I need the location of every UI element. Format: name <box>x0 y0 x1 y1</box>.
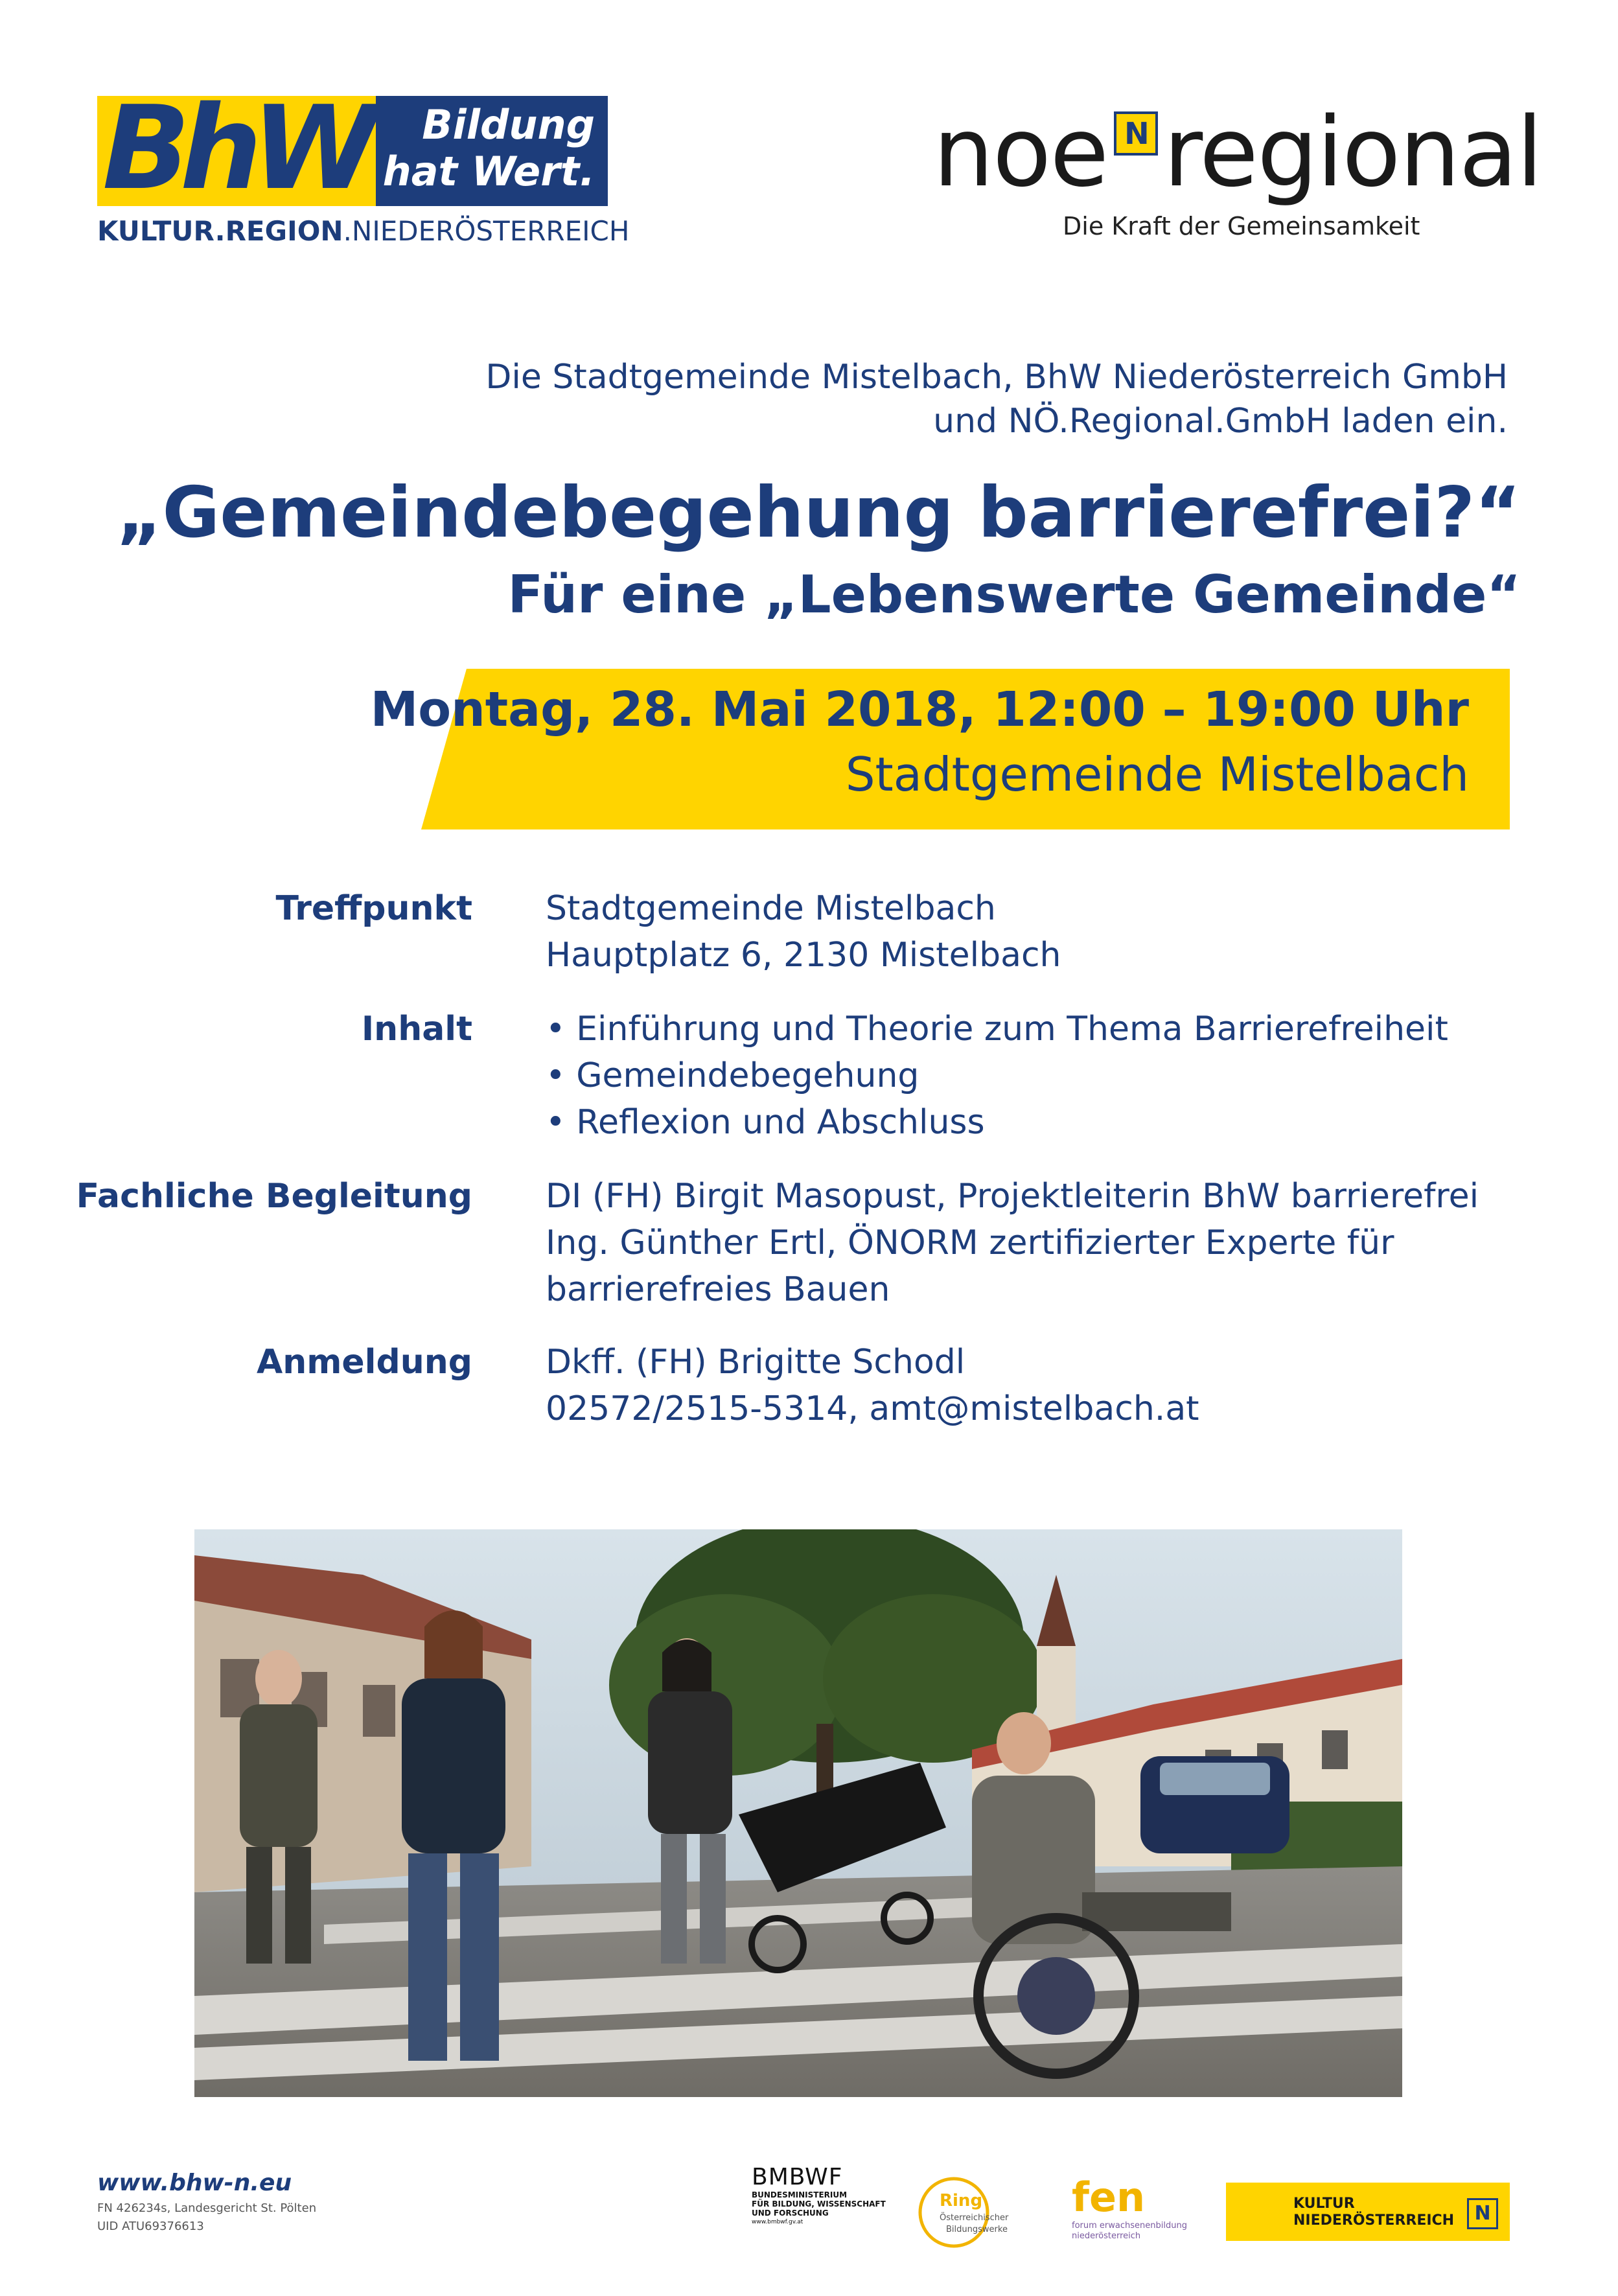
bhw-tagline-box <box>376 96 608 206</box>
event-date: Montag, 28. Mai 2018, 12:00 – 19:00 Uhr <box>370 682 1469 737</box>
event-subtitle: Für eine „Lebenswerte Gemeinde“ <box>507 564 1521 625</box>
treffpunkt-line: Hauptplatz 6, 2130 Mistelbach <box>546 936 1061 975</box>
treffpunkt-value <box>546 885 1556 979</box>
fen-icon <box>1069 2171 1192 2249</box>
begleitung-line: barrierefreies Bauen <box>546 1270 890 1309</box>
begleitung-line: DI (FH) Birgit Masopust, Projektleiterin BhW barrierefrei <box>546 1177 1479 1216</box>
inhalt-item: • Reflexion und Abschluss <box>546 1103 985 1142</box>
fen-logo-name: fen <box>1072 2174 1146 2221</box>
bhw-logo-mark: BhW <box>102 81 369 215</box>
bhw-region-kultur: KULTUR <box>97 215 215 247</box>
bhw-region-line <box>97 215 630 248</box>
inhalt-item: • Einführung und Theorie zum Thema Barrierefreiheit <box>546 1010 1448 1049</box>
invitation-text <box>341 355 1508 443</box>
footer-website-link[interactable]: www.bhw-n.eu <box>97 2170 292 2196</box>
kultur-niederoesterreich-logo <box>1226 2183 1510 2241</box>
anmeldung-label: Anmeldung <box>256 1343 472 1382</box>
bhw-tagline-line1: Bildung <box>422 101 595 148</box>
bmbwf-logo-line: FÜR BILDUNG, WISSENSCHAFT <box>752 2199 886 2209</box>
anmeldung-value <box>546 1339 1556 1432</box>
noe-regional-logo <box>933 97 1542 207</box>
footer-company-register: FN 426234s, Landesgericht St. Pölten <box>97 2201 317 2215</box>
bhw-region-region: .REGION <box>214 215 343 247</box>
anmeldung-line: Dkff. (FH) Brigitte Schodl <box>546 1343 965 1382</box>
begleitung-label: Fachliche Begleitung <box>76 1177 472 1216</box>
bhw-region-noe: .NIEDERÖSTERREICH <box>343 215 630 247</box>
begleitung-line: Ing. Günther Ertl, ÖNORM zertifizierter Experte für <box>546 1223 1394 1262</box>
anmeldung-line: 02572/2515-5314, amt@mistelbach.at <box>546 1389 1199 1428</box>
footer-uid: UID ATU69376613 <box>97 2220 204 2233</box>
bhw-tagline-line2: hat Wert. <box>382 148 595 195</box>
inhalt-list <box>546 1006 1556 1146</box>
bhw-logo <box>97 81 608 215</box>
fen-logo-sub2: niederösterreich <box>1072 2231 1141 2241</box>
noe-badge-icon: N <box>1467 2198 1498 2229</box>
bmbwf-logo-line: BUNDESMINISTERIUM <box>752 2190 848 2199</box>
bmbwf-logo-line: UND FORSCHUNG <box>752 2209 829 2218</box>
bmbwf-logo-web: www.bmbwf.gv.at <box>752 2219 803 2225</box>
kultur-logo-line1: KULTUR <box>1293 2196 1355 2212</box>
street-crossing-photo <box>194 1529 1402 2097</box>
inhalt-label: Inhalt <box>361 1010 472 1049</box>
fen-logo-sub1: forum erwachsenenbildung <box>1072 2221 1187 2231</box>
treffpunkt-line: Stadtgemeinde Mistelbach <box>546 889 996 928</box>
noe-logo-left: noe <box>933 97 1108 208</box>
invitation-line-2: und NÖ.Regional.GmbH laden ein. <box>933 402 1508 441</box>
invitation-line-1: Die Stadtgemeinde Mistelbach, BhW Niederösterreich GmbH <box>485 358 1508 397</box>
noe-logo-right: regional <box>1163 97 1542 208</box>
event-title: „Gemeindebegehung barrierefrei?“ <box>116 472 1521 553</box>
ring-logo-name: Ring <box>940 2191 983 2210</box>
bmbwf-logo-title: BMBWF <box>752 2164 843 2190</box>
ring-circle-icon <box>914 2172 1050 2250</box>
kultur-logo-text <box>1293 2196 1454 2229</box>
kultur-logo-line2: NIEDERÖSTERREICH <box>1293 2212 1455 2229</box>
noe-badge-icon: N <box>1114 111 1158 156</box>
noe-regional-tagline: Die Kraft der Gemeinsamkeit <box>1063 212 1420 240</box>
photo-illustration <box>194 1529 1402 2097</box>
ring-logo-sub2: Bildungswerke <box>946 2225 1008 2234</box>
inhalt-item: • Gemeindebegehung <box>546 1056 919 1095</box>
bmbwf-logo <box>752 2164 894 2227</box>
ring-logo-sub1: Österreichischer <box>940 2213 1009 2223</box>
ring-logo <box>914 2172 1050 2250</box>
fen-logo <box>1069 2171 1192 2249</box>
event-place: Stadtgemeinde Mistelbach <box>845 747 1469 802</box>
begleitung-value <box>546 1173 1556 1313</box>
treffpunkt-label: Treffpunkt <box>275 889 472 928</box>
